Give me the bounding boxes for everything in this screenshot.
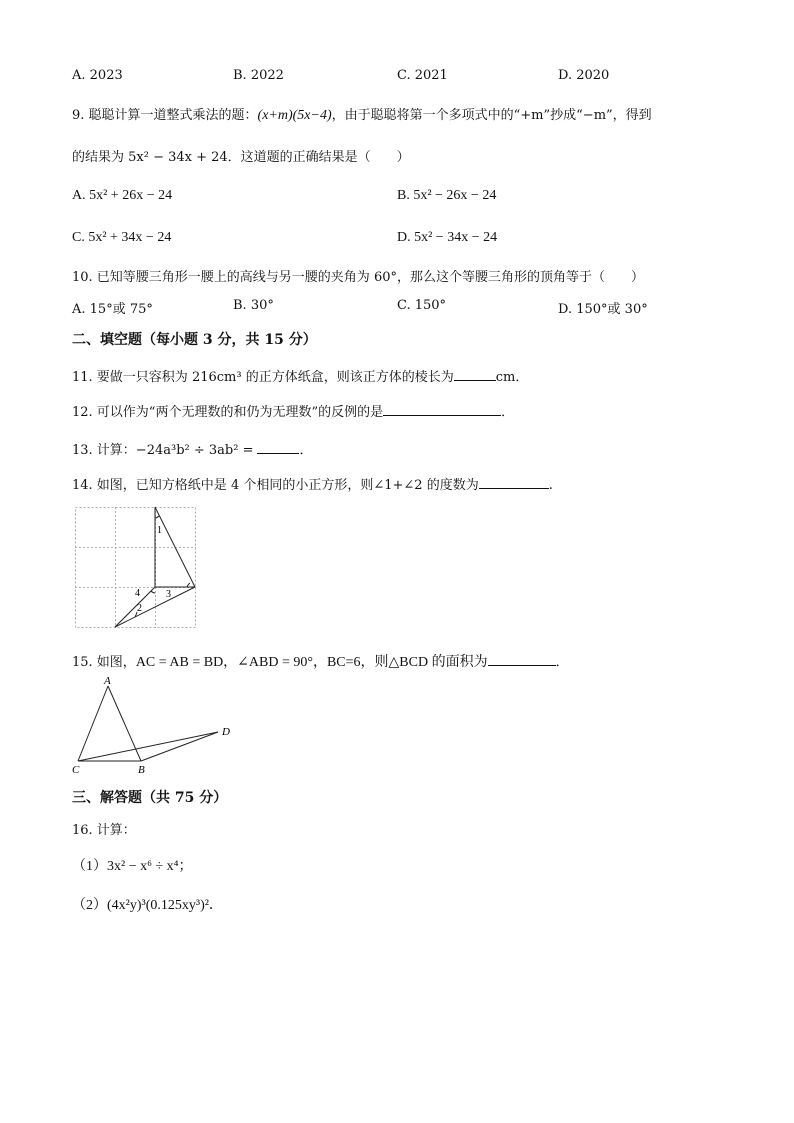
q8-option-d: D. 2020 bbox=[558, 68, 610, 83]
q13-prefix: 13. 计算：−24a³b² ÷ 3ab² = bbox=[72, 443, 254, 458]
q12-prefix: 12. 可以作为“两个无理数的和仍为无理数”的反例的是 bbox=[72, 405, 384, 420]
q12-suffix: ． bbox=[501, 405, 515, 420]
section3-title: 三、解答题（共 75 分） bbox=[72, 790, 228, 806]
q9-line2: 的结果为 5x² − 34x + 24．这道题的正确结果是（ ） bbox=[72, 150, 410, 165]
q10-question: 10. 已知等腰三角形一腰上的高线与另一腰的夹角为 60°，那么这个等腰三角形的顶角等于（ ） bbox=[72, 270, 644, 285]
point-label-d: D bbox=[222, 726, 230, 738]
q10-option-c: C. 150° bbox=[397, 298, 447, 313]
q11-suffix: cm． bbox=[495, 370, 529, 385]
q13-question bbox=[72, 439, 313, 458]
angle-label-1: 1 bbox=[157, 525, 162, 536]
q15-suffix: ． bbox=[555, 655, 569, 670]
q8-option-b: B. 2022 bbox=[233, 68, 284, 83]
q9-question bbox=[72, 104, 652, 124]
q16-title: 16. 计算： bbox=[72, 823, 136, 838]
angle-label-2: 2 bbox=[137, 603, 142, 614]
q16-part1: （1）3x² − x⁶ ÷ x⁴； bbox=[72, 859, 193, 874]
angle-label-3: 3 bbox=[166, 589, 171, 600]
q15-condition: AC = AB = BD，∠ABD = 90°，BC=6，则△BCD 的面积为 bbox=[135, 655, 488, 670]
point-label-b: B bbox=[138, 764, 145, 776]
q16-part2: （2）(4x²y)³(0.125xy³)²． bbox=[72, 898, 223, 913]
q10-option-a: A. 15°或 75° bbox=[72, 302, 153, 317]
section2-title: 二、填空题（每小题 3 分，共 15 分） bbox=[72, 332, 317, 348]
point-label-c: C bbox=[72, 764, 80, 776]
q15-prefix: 15. 如图， bbox=[72, 655, 136, 670]
q14-question bbox=[72, 474, 553, 493]
q11-question bbox=[72, 366, 528, 385]
figure-lines bbox=[115, 507, 195, 627]
triangle-lines bbox=[78, 686, 218, 761]
q9-option-b: B. 5x² − 26x − 24 bbox=[397, 188, 497, 203]
q8-option-c: C. 2021 bbox=[397, 68, 448, 83]
q9-expression: (x+m)(5x−4) bbox=[257, 108, 332, 123]
q14-prefix: 14. 如图，已知方格纸中是 4 个相同的小正方形，则∠1+∠2 的度数为 bbox=[72, 478, 479, 493]
q15-triangle-figure bbox=[68, 674, 248, 780]
angle-label-4: 4 bbox=[135, 588, 140, 599]
q12-answer-blank[interactable] bbox=[383, 403, 501, 416]
q9-prefix: 9. 聪聪计算一道整式乘法的题： bbox=[72, 108, 258, 123]
q10-option-d: D. 150°或 30° bbox=[558, 302, 648, 317]
q14-suffix: . bbox=[548, 478, 553, 493]
point-label-a: A bbox=[104, 675, 111, 687]
q9-option-c: C. 5x² + 34x − 24 bbox=[72, 230, 172, 245]
q9-option-a: A. 5x² + 26x − 24 bbox=[72, 188, 173, 203]
q15-question bbox=[72, 651, 569, 671]
q10-option-b: B. 30° bbox=[233, 298, 274, 313]
q12-question bbox=[72, 401, 514, 420]
q13-answer-blank[interactable] bbox=[257, 441, 299, 454]
q9-option-d: D. 5x² − 34x − 24 bbox=[397, 230, 498, 245]
q15-answer-blank[interactable] bbox=[488, 653, 556, 666]
q9-suffix: ，由于聪聪将第一个多项式中的“+m”抄成“−m”，得到 bbox=[331, 108, 652, 123]
q14-answer-blank[interactable] bbox=[479, 476, 549, 489]
q11-prefix: 11. 要做一只容积为 216cm³ 的正方体纸盒，则该正方体的棱长为 bbox=[72, 370, 454, 385]
q13-suffix: ． bbox=[299, 443, 313, 458]
q11-answer-blank[interactable] bbox=[454, 368, 496, 381]
q14-grid-figure bbox=[75, 507, 197, 629]
grid-lines bbox=[75, 507, 196, 628]
q8-option-a: A. 2023 bbox=[72, 68, 123, 83]
